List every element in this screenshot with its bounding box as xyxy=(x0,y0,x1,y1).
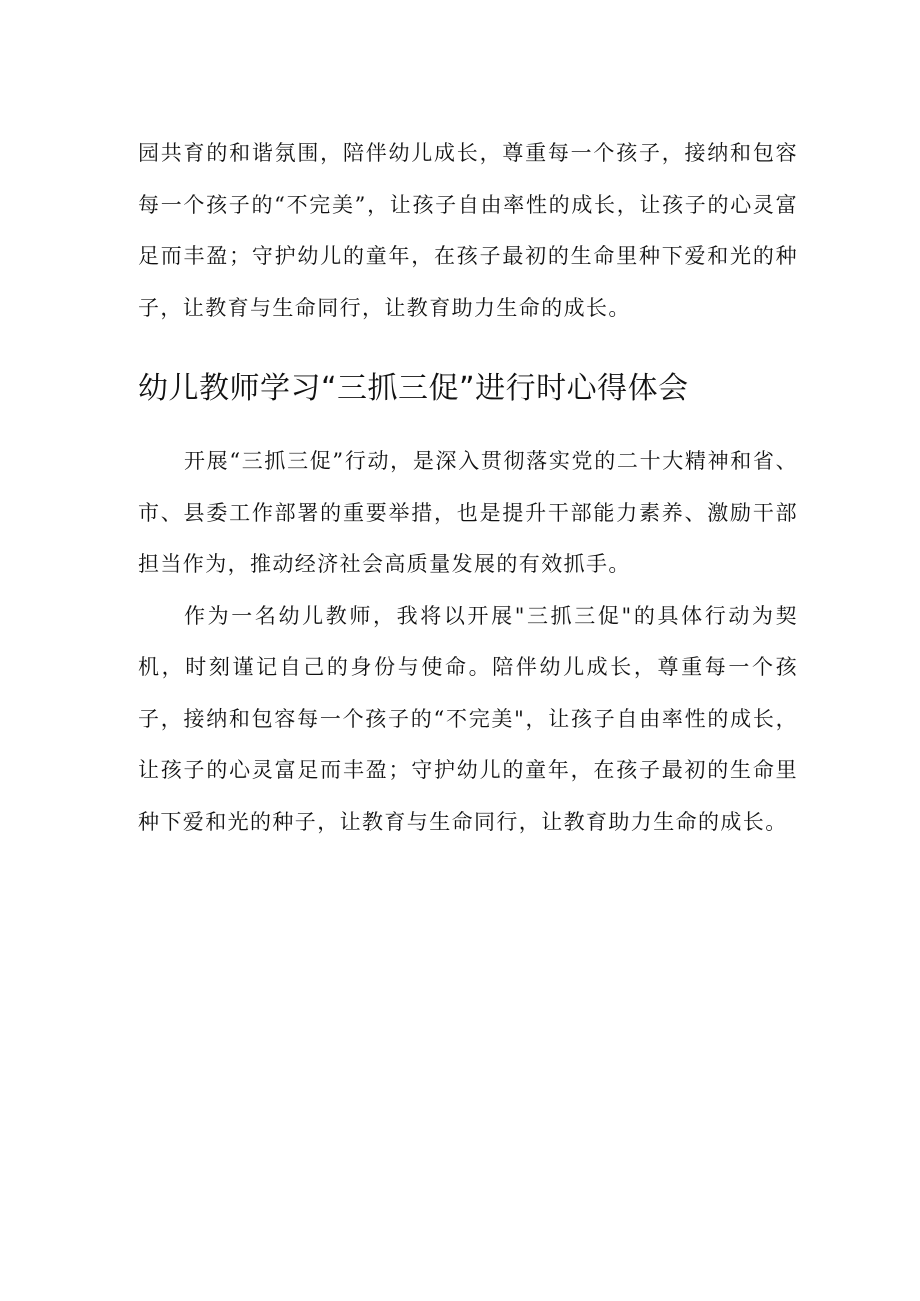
body-paragraph-2: 作为一名幼儿教师，我将以开展"三抓三促"的具体行动为契机，时刻谨记自己的身份与使命。陪伴幼儿成长，尊重每一个孩子，接纳和包容每一个孩子的“不完美"，让孩子自由率性的成长，让孩子的心灵富足而丰盈；守护幼儿的童年，在孩子最初的生命里种下爱和光的种子，让教育与生命同行，让教育助力生命的成长。 xyxy=(138,603,798,834)
continuation-paragraph: 园共育的和谐氛围，陪伴幼儿成长，尊重每一个孩子，接纳和包容每一个孩子的“不完美”，让孩子自由率性的成长，让孩子的心灵富足而丰盈；守护幼儿的童年，在孩子最初的生命里种下爱和光的种子，让教育与生命同行，让教育助力生命的成长。 xyxy=(138,141,798,320)
body-paragraph-1: 开展“三抓三促”行动，是深入贯彻落实党的二十大精神和省、市、县委工作部署的重要举措，也是提升干部能力素养、激励干部担当作为，推动经济社会高质量发展的有效抓手。 xyxy=(138,449,798,576)
document-body xyxy=(138,128,798,848)
article-heading: 幼儿教师学习“三抓三促”进行时心得体会 xyxy=(138,371,689,406)
